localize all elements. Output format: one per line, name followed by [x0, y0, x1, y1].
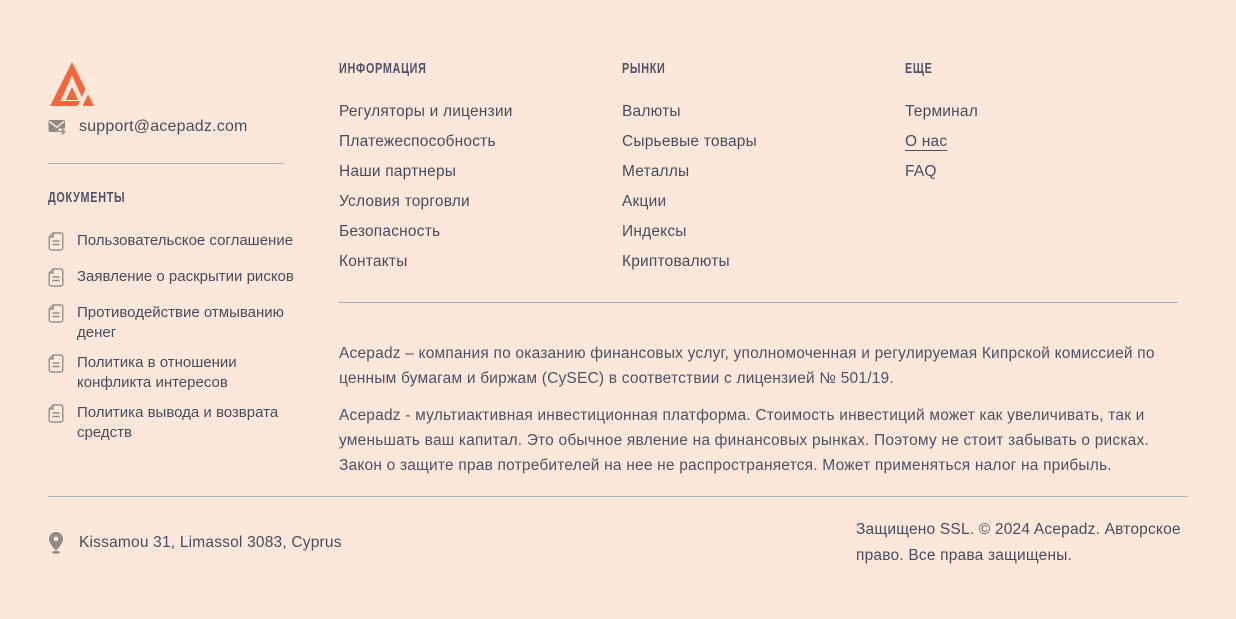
copyright-text: Защищено SSL. © 2024 Acepadz. Авторское право. Все права защищены. [856, 521, 1181, 564]
footer-link-currencies[interactable]: Валюты [622, 103, 681, 120]
footer-link-commodities[interactable]: Сырьевые товары [622, 133, 757, 150]
document-icon [48, 403, 64, 443]
footer-link-crypto[interactable]: Криптовалюты [622, 253, 730, 270]
footer-link-indices[interactable]: Индексы [622, 223, 687, 240]
acepadz-logo[interactable] [48, 60, 96, 108]
doc-link-withdrawal-policy[interactable] [48, 403, 339, 443]
left-divider [48, 163, 284, 164]
footer-link-stocks[interactable]: Акции [622, 193, 667, 210]
doc-link-conflict-of-interest[interactable] [48, 353, 339, 393]
footer-right-area [339, 0, 1188, 478]
footer-link-partners[interactable]: Наши партнеры [339, 163, 457, 180]
footer-nav-columns [339, 60, 1188, 284]
footer-column-information [339, 60, 622, 284]
footer-link-terminal[interactable]: Терминал [905, 103, 978, 120]
footer-link-regulators[interactable]: Регуляторы и лицензии [339, 103, 513, 120]
footer-link-contacts[interactable]: Контакты [339, 253, 408, 270]
company-address [48, 532, 342, 554]
mail-icon [48, 119, 67, 135]
document-icon [48, 353, 64, 393]
doc-link-label: Заявление о раскрытии рисков [77, 268, 294, 285]
information-heading: ИНФОРМАЦИЯ [339, 60, 427, 77]
legal-paragraph-risk: Acepadz - мультиактивная инвестиционная платформа. Стоимость инвестиций может как увеличивать, так и уменьшать ваш капитал. Это обычное явление на финансовых рынках. Поэтому не стоит забывать о рисках. Закон о защите прав потребителей на нее не распространяется. Может применяться налог на прибыль. [339, 407, 1149, 474]
footer-link-security[interactable]: Безопасность [339, 223, 441, 240]
doc-link-user-agreement[interactable] [48, 231, 339, 257]
footer-bottom-bar [48, 497, 1188, 569]
document-icon [48, 267, 64, 293]
document-icon [48, 231, 64, 257]
footer-column-more [905, 60, 1188, 284]
doc-link-label: Противодействие отмыванию денег [77, 304, 284, 341]
doc-link-aml[interactable] [48, 303, 339, 343]
footer-top [48, 0, 1188, 478]
doc-link-label: Политика вывода и возврата средств [77, 404, 279, 441]
footer-link-metals[interactable]: Металлы [622, 163, 690, 180]
doc-link-risk-disclosure[interactable] [48, 267, 339, 293]
documents-heading: ДОКУМЕНТЫ [48, 189, 126, 206]
doc-link-label: Пользовательское соглашение [77, 232, 294, 249]
footer-link-about[interactable]: О нас [905, 133, 948, 150]
footer-link-trading-terms[interactable]: Условия торговли [339, 193, 470, 210]
documents-list [48, 231, 339, 443]
legal-divider [339, 302, 1178, 303]
footer-link-faq[interactable]: FAQ [905, 163, 937, 180]
company-address-text: Kissamou 31, Limassol 3083, Cyprus [79, 534, 342, 551]
support-email-text: support@acepadz.com [79, 118, 248, 135]
location-icon [48, 532, 64, 554]
triangle-a-logo-icon [48, 60, 96, 108]
more-heading: ЕЩЕ [905, 60, 933, 77]
footer-link-solvency[interactable]: Платежеспособность [339, 133, 496, 150]
support-email-link[interactable] [48, 118, 339, 136]
markets-heading: РЫНКИ [622, 60, 666, 77]
footer-column-markets [622, 60, 905, 284]
footer-left-column [48, 0, 339, 453]
legal-paragraph-license: Acepadz – компания по оказанию финансовых услуг, уполномоченная и регулируемая Кипрской комиссией по ценным бумагам и биржам (CySEC) в соответствии с лицензией № 501/19. [339, 345, 1155, 387]
document-icon [48, 303, 64, 343]
doc-link-label: Политика в отношении конфликта интересов [77, 354, 237, 391]
